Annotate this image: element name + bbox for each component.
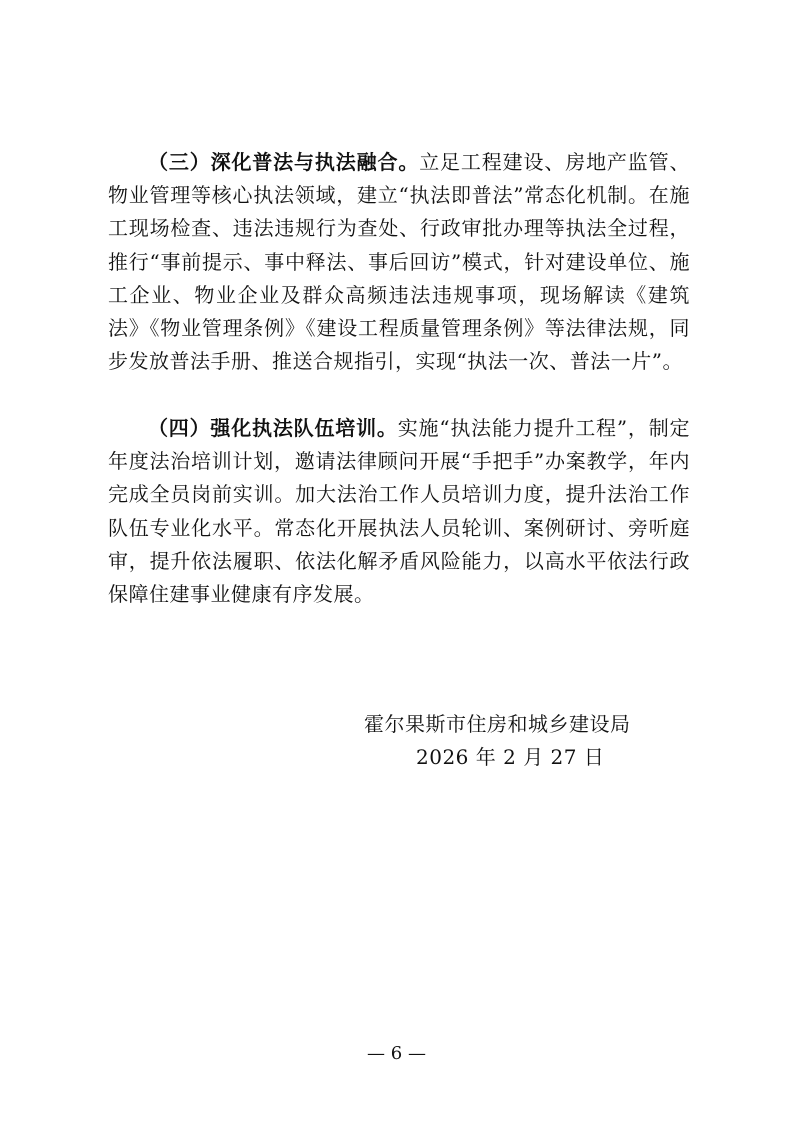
section-three-body: 立足工程建设、房地产监管、物业管理等核心执法领域，建立“执法即普法”常态化机制。在施工现场检查、违法违规行为查处、行政审批办理等执法全过程，推行“事前提示、事中释法、事后回访”模式，针对建设单位、施工企业、物业企业及群众高频违法违规事项，现场解读《建筑法》《物业管理条例》《建设工程质量管理条例》等法律法规，同步发放普法手册、推送合规指引，实现“执法一次、普法一片”。: [108, 150, 691, 374]
section-three-heading: （三）深化普法与执法融合。: [148, 150, 420, 174]
signature-block: [364, 708, 694, 774]
signature-date: 2026 年 2 月 27 日: [416, 745, 605, 769]
signature-organization: 霍尔果斯市住房和城乡建设局: [364, 712, 631, 736]
section-four-paragraph: [108, 412, 690, 611]
section-four-heading: （四）强化执法队伍培训。: [148, 416, 398, 440]
section-three-paragraph: [108, 146, 690, 378]
page-number: — 6 —: [367, 1043, 426, 1064]
section-four-body: 实施“执法能力提升工程”，制定年度法治培训计划，邀请法律顾问开展“手把手”办案教学，年内完成全员岗前实训。加大法治工作人员培训力度，提升法治工作队伍专业化水平。常态化开展执法人员轮训、案例研讨、旁听庭审，提升依法履职、依法化解矛盾风险能力，以高水平依法行政保障住建事业健康有序发展。: [108, 416, 691, 607]
